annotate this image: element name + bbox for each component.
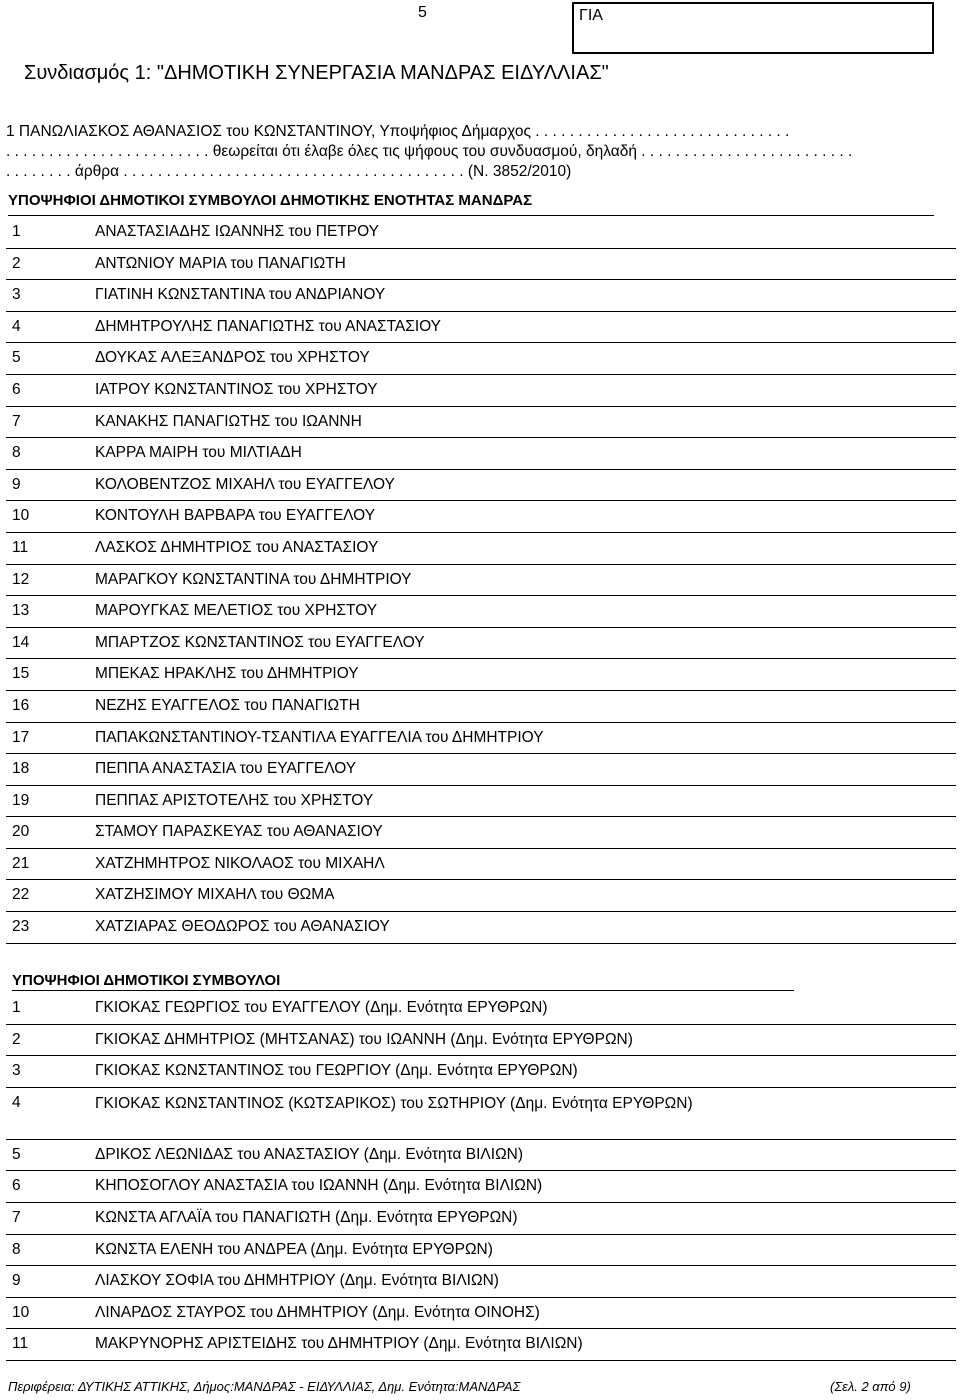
- candidate-name: ΚΑΡΡΑ ΜΑΙΡΗ του ΜΙΛΤΙΑΔΗ: [95, 444, 302, 462]
- candidate-number: 2: [12, 1030, 21, 1048]
- candidate-row: [0, 786, 956, 818]
- candidate-name: ΠΑΠΑΚΩΝΣΤΑΝΤΙΝΟΥ-ΤΣΑΝΤΙΛΑ ΕΥΑΓΓΕΛΙΑ του ΔΗΜΗΤΡΙΟΥ: [95, 728, 544, 746]
- header-box: [572, 2, 934, 54]
- candidate-row: [0, 1088, 956, 1140]
- candidate-row: [0, 1298, 956, 1330]
- candidate-row: [0, 993, 956, 1025]
- candidate-name: ΜΑΡΑΓΚΟΥ ΚΩΝΣΤΑΝΤΙΝΑ του ΔΗΜΗΤΡΙΟΥ: [95, 570, 412, 588]
- candidate-row: [0, 470, 956, 502]
- section-divider: [8, 215, 934, 216]
- candidate-number: 1: [12, 223, 21, 240]
- candidate-row: [0, 312, 956, 344]
- candidate-row: [0, 249, 956, 281]
- candidate-number: 10: [12, 1303, 30, 1321]
- candidate-name: ΠΕΠΠΑΣ ΑΡΙΣΤΟΤΕΛΗΣ του ΧΡΗΣΤΟΥ: [95, 791, 374, 809]
- candidate-name: ΛΑΣΚΟΣ ΔΗΜΗΤΡΙΟΣ του ΑΝΑΣΤΑΣΙΟΥ: [95, 538, 379, 556]
- candidate-number: 8: [12, 444, 21, 462]
- footer-region-info: Περιφέρεια: ΔΥΤΙΚΗΣ ΑΤΤΙΚΗΣ, Δήμος:ΜΑΝΔΡΑΣ - ΕΙΔΥΛΛΙΑΣ, Δημ. Ενότητα:ΜΑΝΔΡΑΣ: [8, 1379, 521, 1394]
- candidate-number: 10: [12, 507, 30, 525]
- candidate-name: ΓΚΙΟΚΑΣ ΓΕΩΡΓΙΟΣ του ΕΥΑΓΓΕΛΟΥ (Δημ. Ενότητα ΕΡΥΘΡΩΝ): [95, 999, 548, 1016]
- candidate-row: [0, 1329, 956, 1361]
- candidate-number: 4: [12, 1093, 21, 1111]
- candidate-number: 23: [12, 918, 30, 936]
- candidate-name: ΜΑΚΡΥΝΟΡΗΣ ΑΡΙΣΤΕΙΔΗΣ του ΔΗΜΗΤΡΙΟΥ (Δημ. Ενότητα ΒΙΛΙΩΝ): [95, 1335, 583, 1353]
- mayor-line: 1 ΠΑΝΩΛΙΑΣΚΟΣ ΑΘΑΝΑΣΙΟΣ του ΚΩΝΣΤΑΝΤΙΝΟΥ, Υποψήφιος Δήμαρχος . . . . . . . . . . . . . . . . . . . . . . . . . . . . . .: [6, 123, 790, 140]
- section-heading-councillors: ΥΠΟΨΗΦΙΟΙ ΔΗΜΟΤΙΚΟΙ ΣΥΜΒΟΥΛΟΙ: [12, 972, 281, 989]
- candidate-name: ΧΑΤΖΗΣΙΜΟΥ ΜΙΧΑΗΛ του ΘΩΜΑ: [95, 886, 335, 904]
- candidate-number: 14: [12, 633, 30, 651]
- candidate-row: [0, 1140, 956, 1172]
- candidate-name: ΣΤΑΜΟΥ ΠΑΡΑΣΚΕΥΑΣ του ΑΘΑΝΑΣΙΟΥ: [95, 823, 383, 841]
- candidate-name: ΚΟΝΤΟΥΛΗ ΒΑΡΒΑΡΑ του ΕΥΑΓΓΕΛΟΥ: [95, 507, 376, 525]
- candidate-name: ΓΚΙΟΚΑΣ ΔΗΜΗΤΡΙΟΣ (ΜΗΤΣΑΝΑΣ) του ΙΩΑΝΝΗ (Δημ. Ενότητα ΕΡΥΘΡΩΝ): [95, 1030, 633, 1048]
- candidate-number: 1: [12, 999, 21, 1016]
- candidate-row: [0, 217, 956, 249]
- candidate-name: ΛΙΝΑΡΔΟΣ ΣΤΑΥΡΟΣ του ΔΗΜΗΤΡΙΟΥ (Δημ. Ενότητα ΟΙΝΟΗΣ): [95, 1303, 540, 1321]
- candidate-row: [0, 533, 956, 565]
- candidate-row: [0, 659, 956, 691]
- candidate-row: [0, 880, 956, 912]
- candidate-number: 8: [12, 1240, 21, 1258]
- candidate-row: [0, 407, 956, 439]
- candidate-row: [0, 438, 956, 470]
- candidate-row: [0, 1171, 956, 1203]
- candidate-row: [0, 375, 956, 407]
- candidate-row: [0, 817, 956, 849]
- candidate-name: ΧΑΤΖΗΜΗΤΡΟΣ ΝΙΚΟΛΑΟΣ του ΜΙΧΑΗΛ: [95, 854, 385, 872]
- candidate-name: ΠΕΠΠΑ ΑΝΑΣΤΑΣΙΑ του ΕΥΑΓΓΕΛΟΥ: [95, 760, 357, 778]
- candidate-row: [0, 1266, 956, 1298]
- header-box-label: ΓΙΑ: [579, 7, 603, 24]
- candidate-number: 6: [12, 1177, 21, 1195]
- candidate-number: 5: [12, 349, 21, 367]
- candidate-name: ΜΠΑΡΤΖΟΣ ΚΩΝΣΤΑΝΤΙΝΟΣ του ΕΥΑΓΓΕΛΟΥ: [95, 633, 425, 651]
- candidate-name: ΔΟΥΚΑΣ ΑΛΕΞΑΝΔΡΟΣ του ΧΡΗΣΤΟΥ: [95, 349, 370, 367]
- candidate-row: [0, 280, 956, 312]
- candidate-row: [0, 691, 956, 723]
- candidate-number: 7: [12, 1208, 21, 1226]
- candidate-number: 2: [12, 254, 21, 272]
- candidate-name: ΓΚΙΟΚΑΣ ΚΩΝΣΤΑΝΤΙΝΟΣ του ΓΕΩΡΓΙΟΥ (Δημ. Ενότητα ΕΡΥΘΡΩΝ): [95, 1062, 578, 1080]
- candidate-number: 13: [12, 602, 30, 620]
- candidate-number: 22: [12, 886, 30, 904]
- mayor-line: . . . . . . . . . . . . . . . . . . . . . . . . θεωρείται ότι έλαβε όλες τις ψήφους του συνδυασμού, δηλαδή . . . . . . . . . . . . . . . . . . . . . . . . .: [6, 143, 853, 160]
- candidate-number: 11: [12, 538, 29, 556]
- candidate-row: [0, 723, 956, 755]
- candidate-name: ΚΟΛΟΒΕΝΤΖΟΣ ΜΙΧΑΗΛ του ΕΥΑΓΓΕΛΟΥ: [95, 475, 395, 493]
- candidate-number: 7: [12, 412, 21, 430]
- candidate-number: 18: [12, 760, 30, 778]
- row-divider: [6, 1360, 956, 1361]
- candidate-row: [0, 1056, 956, 1088]
- combination-title: Συνδιασμός 1: "ΔΗΜΟΤΙΚΗ ΣΥΝΕΡΓΑΣΙΑ ΜΑΝΔΡΑΣ ΕΙΔΥΛΛΙΑΣ": [24, 62, 609, 84]
- candidate-name: ΔΗΜΗΤΡΟΥΛΗΣ ΠΑΝΑΓΙΩΤΗΣ του ΑΝΑΣΤΑΣΙΟΥ: [95, 317, 442, 335]
- candidate-row: [0, 1025, 956, 1057]
- candidate-name: ΑΝΤΩΝΙΟΥ ΜΑΡΙΑ του ΠΑΝΑΓΙΩΤΗ: [95, 254, 346, 272]
- candidate-row: [0, 501, 956, 533]
- candidate-number: 17: [12, 728, 30, 746]
- candidate-name: ΙΑΤΡΟΥ ΚΩΝΣΤΑΝΤΙΝΟΣ του ΧΡΗΣΤΟΥ: [95, 380, 378, 398]
- footer-page-count: (Σελ. 2 από 9): [830, 1379, 911, 1394]
- candidate-number: 5: [12, 1145, 21, 1163]
- candidate-row: [0, 849, 956, 881]
- candidate-list-municipal-unit: [0, 217, 956, 944]
- section-heading-municipal-unit: ΥΠΟΨΗΦΙΟΙ ΔΗΜΟΤΙΚΟΙ ΣΥΜΒΟΥΛΟΙ ΔΗΜΟΤΙΚΗΣ ΕΝΟΤΗΤΑΣ ΜΑΝΔΡΑΣ: [8, 192, 533, 209]
- candidate-name: ΓΙΑΤΙΝΗ ΚΩΝΣΤΑΝΤΙΝΑ του ΑΝΔΡΙΑΝΟΥ: [95, 286, 386, 304]
- candidate-number: 4: [12, 317, 21, 335]
- candidate-row: [0, 1203, 956, 1235]
- candidate-row: [0, 912, 956, 944]
- candidate-number: 9: [12, 1272, 21, 1290]
- candidate-name: ΑΝΑΣΤΑΣΙΑΔΗΣ ΙΩΑΝΝΗΣ του ΠΕΤΡΟΥ: [95, 223, 380, 240]
- candidate-row: [0, 628, 956, 660]
- candidate-number: 3: [12, 286, 21, 304]
- candidate-name: ΓΚΙΟΚΑΣ ΚΩΝΣΤΑΝΤΙΝΟΣ (ΚΩΤΣΑΡΙΚΟΣ) του ΣΩΤΗΡΙΟΥ (Δημ. Ενότητα ΕΡΥΘΡΩΝ): [95, 1094, 693, 1112]
- candidate-row: [0, 754, 956, 786]
- candidate-name: ΧΑΤΖΙΑΡΑΣ ΘΕΟΔΩΡΟΣ του ΑΘΑΝΑΣΙΟΥ: [95, 918, 390, 936]
- candidate-name: ΜΠΕΚΑΣ ΗΡΑΚΛΗΣ του ΔΗΜΗΤΡΙΟΥ: [95, 665, 359, 683]
- candidate-row: [0, 565, 956, 597]
- candidate-row: [0, 1235, 956, 1267]
- candidate-number: 20: [12, 823, 30, 841]
- candidate-name: ΝΕΖΗΣ ΕΥΑΓΓΕΛΟΣ του ΠΑΝΑΓΙΩΤΗ: [95, 696, 360, 714]
- candidate-row: [0, 596, 956, 628]
- mayor-line: . . . . . . . . άρθρα . . . . . . . . . . . . . . . . . . . . . . . . . . . . . . . . . . . . . . . . (Ν. 3852/2010): [6, 163, 572, 180]
- candidate-name: ΚΑΝΑΚΗΣ ΠΑΝΑΓΙΩΤΗΣ του ΙΩΑΝΝΗ: [95, 412, 362, 430]
- candidate-number: 19: [12, 791, 30, 809]
- candidate-number: 21: [12, 854, 30, 872]
- candidate-name: ΚΗΠΟΣΟΓΛΟΥ ΑΝΑΣΤΑΣΙΑ του ΙΩΑΝΝΗ (Δημ. Ενότητα ΒΙΛΙΩΝ): [95, 1177, 543, 1195]
- candidate-name: ΚΩΝΣΤΑ ΑΓΛΑΪΑ του ΠΑΝΑΓΙΩΤΗ (Δημ. Ενότητα ΕΡΥΘΡΩΝ): [95, 1208, 518, 1226]
- candidate-number: 6: [12, 380, 21, 398]
- page-number: 5: [418, 4, 427, 21]
- mayor-candidate-block: [6, 122, 956, 182]
- candidate-number: 16: [12, 696, 30, 714]
- candidate-number: 3: [12, 1062, 21, 1080]
- candidate-name: ΜΑΡΟΥΓΚΑΣ ΜΕΛΕΤΙΟΣ του ΧΡΗΣΤΟΥ: [95, 602, 378, 620]
- candidate-row: [0, 343, 956, 375]
- candidate-number: 9: [12, 475, 21, 493]
- section-divider: [12, 990, 794, 991]
- candidate-name: ΚΩΝΣΤΑ ΕΛΕΝΗ του ΑΝΔΡΕΑ (Δημ. Ενότητα ΕΡΥΘΡΩΝ): [95, 1240, 493, 1258]
- row-divider: [6, 943, 956, 944]
- candidate-name: ΛΙΑΣΚΟΥ ΣΟΦΙΑ του ΔΗΜΗΤΡΙΟΥ (Δημ. Ενότητα ΒΙΛΙΩΝ): [95, 1272, 499, 1290]
- candidate-name: ΔΡΙΚΟΣ ΛΕΩΝΙΔΑΣ του ΑΝΑΣΤΑΣΙΟΥ (Δημ. Ενότητα ΒΙΛΙΩΝ): [95, 1145, 524, 1163]
- candidate-number: 12: [12, 570, 30, 588]
- candidate-number: 11: [12, 1335, 29, 1353]
- candidate-number: 15: [12, 665, 30, 683]
- candidate-list-councillors: [0, 993, 956, 1361]
